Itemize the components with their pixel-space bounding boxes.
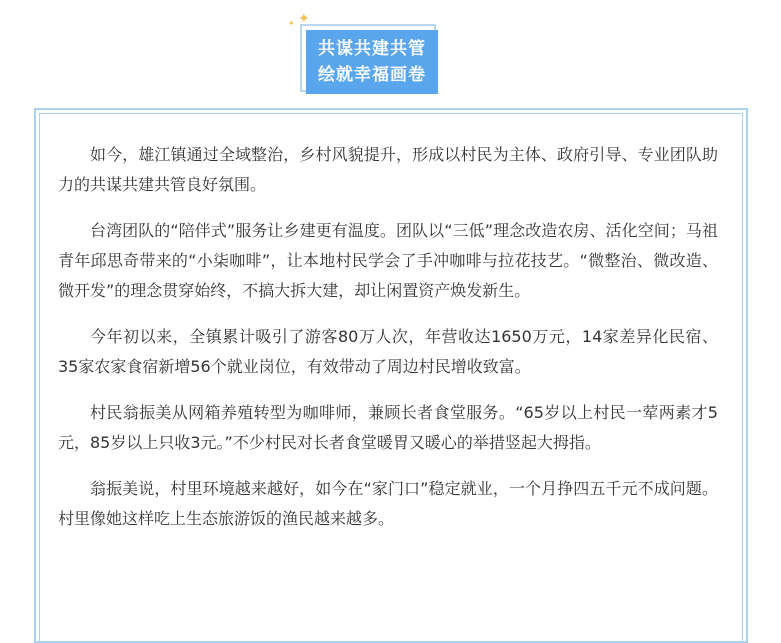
paragraph-2: 台湾团队的“陪伴式”服务让乡建更有温度。团队以“三低”理念改造农房、活化空间；马祖青年邱思奇带来的“小柒咖啡”，让本地村民学会了手冲咖啡与拉花技艺。“微整治、微改造、微开发”的理念贯穿始终，不搞大拆大建，却让闲置资产焕发新生。 [58,221,718,300]
title-line-2: 绘就幸福画卷 [318,65,426,85]
sparkle-small-icon: ✦ [288,19,295,28]
page-title [306,30,438,94]
title-banner [288,11,440,96]
paragraph-5: 翁振美说，村里环境越来越好，如今在“家门口”稳定就业，一个月挣四五千元不成问题。村里像她这样吃上生态旅游饭的渔民越来越多。 [58,479,718,528]
title-line-1: 共谋共建共管 [318,39,426,59]
sparkle-icon: ✦ [298,11,310,27]
article-body [58,140,718,550]
paragraph-1: 如今，雄江镇通过全域整治，乡村风貌提升，形成以村民为主体、政府引导、专业团队助力的共谋共建共管良好氛围。 [58,145,718,194]
paragraph-4: 村民翁振美从网箱养殖转型为咖啡师，兼顾长者食堂服务。“65岁以上村民一荤两素才5元，85岁以上只收3元。”不少村民对长者食堂暖胃又暖心的举措竖起大拇指。 [58,403,718,452]
paragraph-3: 今年初以来，全镇累计吸引了游客80万人次，年营收达1650万元，14家差异化民宿、35家农家食宿新增56个就业岗位，有效带动了周边村民增收致富。 [58,327,718,376]
